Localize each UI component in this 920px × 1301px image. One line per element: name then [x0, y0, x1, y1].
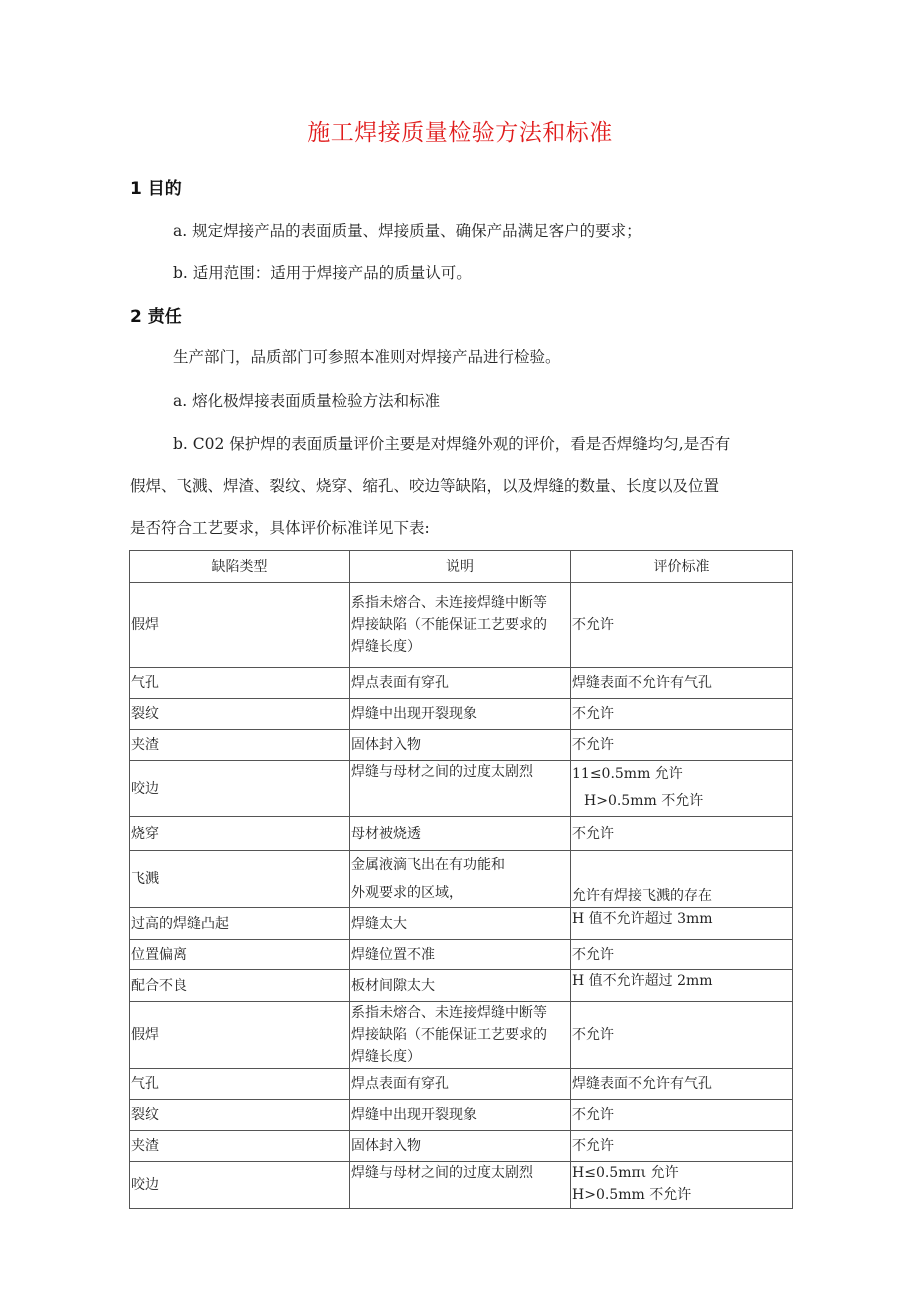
cell-defect-type: 夹渣	[130, 730, 350, 761]
description-line: 焊缝与母材之间的过度太剧烈	[351, 1165, 533, 1181]
criteria-line: 不允许	[572, 946, 614, 963]
description-line: 焊缝中出现开裂现象	[351, 706, 477, 722]
criteria-line: H>0.5mm 不允许	[584, 793, 704, 809]
cell-criteria	[571, 668, 793, 699]
cell-criteria	[571, 908, 793, 940]
cell-description	[350, 583, 571, 668]
table-row	[130, 730, 793, 761]
cell-description	[350, 970, 571, 1002]
description-line: 金属液滴飞出在有功能和	[351, 857, 505, 873]
cell-criteria	[571, 851, 793, 908]
cell-defect-type: 裂纹	[130, 1100, 350, 1131]
description-line: 系指未熔合、未连接焊缝中断等	[351, 1005, 547, 1021]
cell-criteria	[571, 817, 793, 851]
criteria-line: H 值不允许超过 3mm	[572, 911, 713, 927]
section-heading-purpose: 1 目的	[130, 179, 182, 199]
criteria-line: 不允许	[572, 737, 614, 753]
description-line: 系指未熔合、未连接焊缝中断等	[351, 595, 547, 611]
cell-criteria	[571, 970, 793, 1002]
cell-criteria	[571, 583, 793, 668]
table-row	[130, 699, 793, 730]
paragraph: 生产部门，品质部门可参照本准则对焊接产品进行检验。	[173, 348, 561, 366]
description-line: 焊点表面有穿孔	[351, 675, 449, 691]
column-header-criteria: 评价标准	[571, 551, 793, 583]
cell-defect-type: 夹渣	[130, 1131, 350, 1162]
description-line: 焊缝长度）	[351, 1049, 421, 1065]
criteria-line: 不允许	[572, 825, 614, 842]
defect-criteria-table	[129, 550, 793, 1209]
criteria-line: H 值不允许超过 2mm	[572, 973, 713, 989]
paragraph: b. C02 保护焊的表面质量评价主要是对焊缝外观的评价，看是否焊缝均匀,是否有	[173, 435, 731, 453]
paragraph: b. 适用范围：适用于焊接产品的质量认可。	[173, 264, 472, 282]
criteria-line: 不允许	[572, 1138, 614, 1154]
cell-description	[350, 1069, 571, 1100]
cell-description	[350, 761, 571, 817]
cell-criteria	[571, 730, 793, 761]
description-line: 外观要求的区域，	[351, 885, 463, 901]
cell-defect-type: 飞溅	[130, 851, 350, 908]
criteria-line: 不允许	[572, 1027, 614, 1043]
table-row	[130, 1100, 793, 1131]
cell-description	[350, 1002, 571, 1069]
table-row	[130, 970, 793, 1002]
table-row	[130, 1131, 793, 1162]
description-line: 焊点表面有穿孔	[351, 1076, 449, 1092]
description-line: 母材被烧透	[351, 825, 421, 842]
cell-defect-type: 气孔	[130, 668, 350, 699]
column-header-defect-type: 缺陷类型	[130, 551, 350, 583]
cell-defect-type: 气孔	[130, 1069, 350, 1100]
criteria-line: H≤0.5mπι 允许	[572, 1165, 679, 1181]
cell-criteria	[571, 1069, 793, 1100]
criteria-line: 焊缝表面不允许有气孔	[572, 1076, 712, 1092]
table-row	[130, 908, 793, 940]
cell-description	[350, 817, 571, 851]
criteria-line: 允许有焊接飞溅的存在	[572, 888, 712, 904]
table-row	[130, 851, 793, 908]
cell-defect-type: 过高的焊缝凸起	[130, 908, 350, 940]
cell-description	[350, 851, 571, 908]
cell-defect-type: 假焊	[130, 1002, 350, 1069]
cell-defect-type: 裂纹	[130, 699, 350, 730]
cell-criteria	[571, 761, 793, 817]
description-line: 焊缝中出现开裂现象	[351, 1107, 477, 1123]
description-line: 焊接缺陷（不能保证工艺要求的	[351, 1027, 547, 1043]
cell-description	[350, 1100, 571, 1131]
description-line: 焊缝与母材之间的过度太剧烈	[351, 764, 533, 780]
cell-description	[350, 1131, 571, 1162]
cell-defect-type: 咬边	[130, 761, 350, 817]
document-title: 施工焊接质量检验方法和标准	[307, 120, 613, 146]
table-header-row	[130, 551, 793, 583]
cell-criteria	[571, 940, 793, 970]
paragraph: a. 规定焊接产品的表面质量、焊接质量、确保产品满足客户的要求；	[173, 222, 642, 240]
cell-defect-type: 假焊	[130, 583, 350, 668]
cell-description	[350, 668, 571, 699]
table-row	[130, 583, 793, 668]
cell-criteria	[571, 1002, 793, 1069]
cell-criteria	[571, 1162, 793, 1209]
paragraph: 是否符合工艺要求，具体评价标准详见下表:	[130, 519, 430, 537]
table-row	[130, 1069, 793, 1100]
section-heading-responsibility: 2 责任	[130, 307, 182, 327]
cell-description	[350, 908, 571, 940]
cell-defect-type: 配合不良	[130, 970, 350, 1002]
paragraph: a. 熔化极焊接表面质量检验方法和标准	[173, 392, 441, 410]
table-row	[130, 940, 793, 970]
description-line: 焊缝太大	[351, 915, 407, 932]
criteria-line: 不允许	[572, 1107, 614, 1123]
cell-criteria	[571, 699, 793, 730]
table-row	[130, 1002, 793, 1069]
table-row	[130, 1162, 793, 1209]
cell-criteria	[571, 1131, 793, 1162]
cell-description	[350, 699, 571, 730]
column-header-description: 说明	[350, 551, 571, 583]
cell-criteria	[571, 1100, 793, 1131]
table-row	[130, 668, 793, 699]
description-line: 固体封入物	[351, 1138, 421, 1154]
description-line: 焊缝位置不准	[351, 946, 435, 963]
table-row	[130, 761, 793, 817]
cell-defect-type: 烧穿	[130, 817, 350, 851]
cell-description	[350, 1162, 571, 1209]
criteria-line: 焊缝表面不允许有气孔	[572, 675, 712, 691]
description-line: 固体封入物	[351, 737, 421, 753]
paragraph: 假焊、飞溅、焊渣、裂纹、烧穿、缩孔、咬边等缺陷，以及焊缝的数量、长度以及位置	[130, 477, 720, 495]
description-line: 焊缝长度）	[351, 639, 421, 655]
criteria-line: 不允许	[572, 617, 614, 633]
description-line: 焊接缺陷（不能保证工艺要求的	[351, 617, 547, 633]
cell-defect-type: 位置偏离	[130, 940, 350, 970]
cell-defect-type: 咬边	[130, 1162, 350, 1209]
cell-description	[350, 730, 571, 761]
description-line: 板材间隙太大	[351, 977, 435, 994]
table-row	[130, 817, 793, 851]
cell-description	[350, 940, 571, 970]
criteria-line: 11≤0.5mm 允许	[572, 766, 683, 782]
criteria-line: 不允许	[572, 706, 614, 722]
criteria-line: H>0.5mm 不允许	[572, 1187, 692, 1203]
